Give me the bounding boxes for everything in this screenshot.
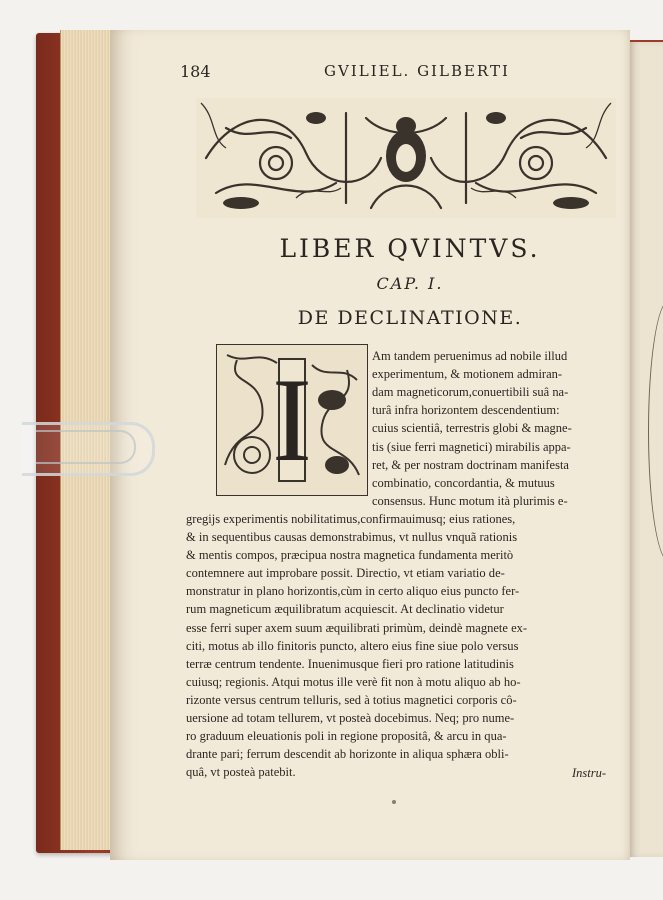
body-line: tis (siue ferri magnetici) mirabilis appa-	[372, 439, 571, 454]
body-line: ret, & per nostram doctrinam manifesta	[372, 457, 569, 472]
body-line: & in sequentibus causas demonstrabimus, vt nullus vnquã rationis	[186, 530, 518, 544]
body-line: experimentum, & motionem admiran-	[372, 367, 563, 382]
body-line: gregijs experimentis nobilitatimus,confirmauimusq; eius rationes,	[186, 511, 516, 526]
decorated-initial	[216, 344, 368, 496]
body-line: esse ferri super axem suum æquilibrati primùm, deindè magnete ex-	[186, 620, 528, 635]
body-line: Am tandem peruenimus ad nobile illud	[372, 349, 568, 363]
body-line: uersione ad totam tellurem, vt posteà docebimus. Neq; pro nume-	[186, 711, 515, 725]
body-line: terræ centrum tendente. Inuenimusque fieri pro ratione latitudinis	[186, 656, 514, 671]
body-line: quâ, vt posteà patebit.	[186, 765, 296, 780]
body-line: drante pari; ferrum descendit ab horizonte in aliqua sphæra obli-	[186, 747, 509, 762]
chapter-label: CAP. I.	[376, 274, 444, 293]
initial-letter: I	[272, 353, 312, 486]
body-line: monstratur in plano horizontis,cùm in certo aliquo eius puncto fer-	[186, 584, 520, 599]
running-head	[180, 62, 570, 84]
chapter-title: DE DECLINATIONE.	[297, 307, 523, 329]
body-line: dam magneticorum,conuertibili suâ na-	[372, 385, 569, 400]
ornamental-headpiece	[196, 98, 616, 218]
page-number: 184	[180, 62, 211, 81]
body-line: contemnere aut improbare possit. Directio, vt etiam variatio de-	[186, 566, 505, 581]
body-line: cuiusq; regionis. Atqui motus ille verè fit non à motu aliquo ab ho-	[186, 674, 521, 689]
body-line: turâ infra horizontem descendentium:	[372, 403, 560, 418]
body-line: combinatio, concordantia, & mutuus	[372, 475, 555, 490]
body-line: cuius scientiâ, terrestris globi & magne-	[372, 421, 572, 436]
body-line: rizonte versus centrum telluris, sed à totius magnetici corporis cô-	[186, 692, 517, 707]
catchword: Instru-	[572, 766, 607, 780]
body-line: citi, motus ab illo finitoris puncto, altero eius fine siue polo versus	[186, 638, 519, 653]
book-title: LIBER QVINTVS.	[279, 234, 541, 263]
running-title: GVILIEL. GILBERTI	[324, 62, 510, 80]
page-clip-inner	[36, 430, 136, 464]
body-line: rum magneticum æquilibratum acquiescit. At declinatio videtur	[186, 602, 504, 617]
body-line: consensus. Hunc motum ità plurimis e-	[372, 493, 568, 508]
body-line: ro graduum eleuationis poli in regione propositâ, & arcu in qua-	[186, 729, 507, 744]
body-line: & mentis compos, præcipua nostra magnetica fundamenta meritò	[186, 548, 514, 563]
page-dot	[392, 800, 396, 804]
